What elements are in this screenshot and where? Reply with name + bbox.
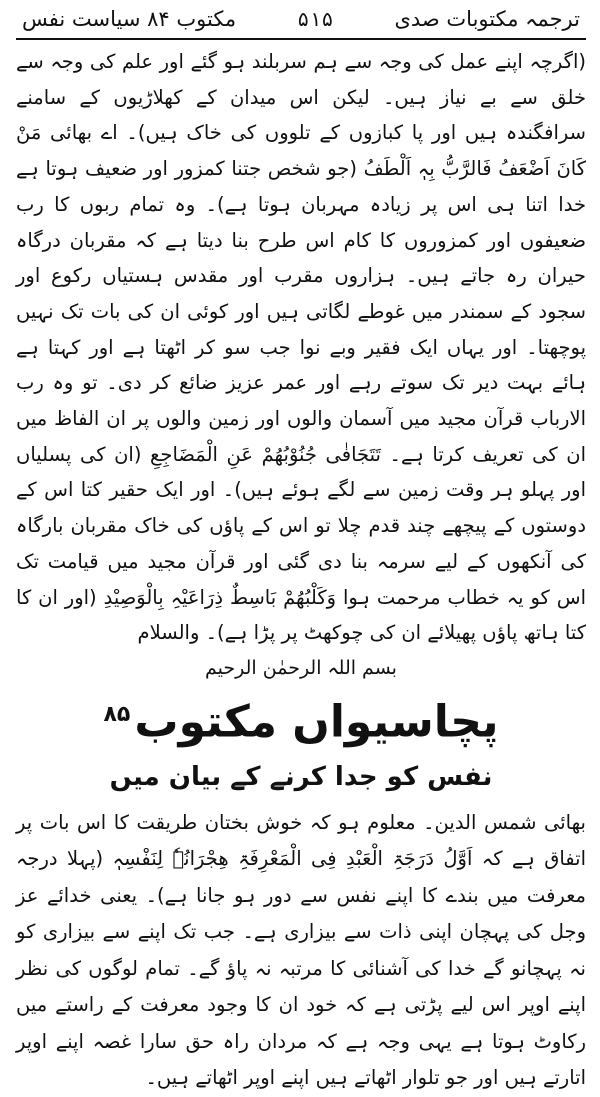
previous-letter-text: (اگرچہ اپنے عمل کی وجہ سے ہم سربلند ہو گئے اور علم کی وجہ سے خلق سے بے نیاز ہیں۔ لیکن اس میدان کے کھلاڑیوں کے سامنے سرافگندہ ہیں اور پا کبازوں کے تلووں کی خاک ہیں)۔ اے بھائی مَنْ کَانَ اَضْعَفُ فَالرَّبُّ بِہٖ اَلْطَفُ (جو شخص جتنا کمزور اور ضعیف ہوتا ہے خدا اتنا ہی اس پر زیادہ مہربان ہوتا ہے)۔ وہ تمام ربوں کا رب ضعیفوں اور کمزوروں کا کام اس طرح بنا دیتا ہے کہ مقربان درگاہ حیران رہ جاتے ہیں۔ ہزاروں مقرب اور مقدس ہستیاں رکوع اور سجود کے سمندر میں غوطے لگاتی ہیں اور کوئی ان کی بات تک نہیں پوچھتا۔ اور یہاں ایک فقیر وبے نوا جب سو کر اٹھتا ہے اور کہتا ہے ہائے بہت دیر تک سوتے رہے اور عمر عزیز ضائع کر دی۔ تو وہ رب الارباب قرآن مجید میں آسمان والوں اور زمین والوں پر ان الفاظ میں ان کی تعریف کرتا ہے۔ تَتَجَافٰی جُنُوْبُھُمْ عَنِ الْمَضَاجِعِ (ان کی پسلیاں اور پہلو ہر وقت زمین سے لگے ہوئے ہیں)۔ اور ایک حقیر کتا اس کے دوستوں کے پیچھے چند قدم چلا تو اس کے پاؤں کی خاک مقربان بارگاہ کی آنکھوں کے لیے سرمہ بنا دی گئی اور قرآن مجید میں قیامت تک اس کو یہ خطاب مرحمت ہوا وَکَلْبُھُمْ بَاسِطٌ ذِرَاعَیْہِ بِالْوَصِیْدِ (اور ان کا کتا ہاتھ پاؤں پھیلائے ان کی چوکھٹ پر پڑا ہے)۔ والسلام xyxy=(16,50,586,645)
letter-subtitle: نفس کو جدا کرنے کے بیان میں xyxy=(109,761,493,792)
basmala: بسم اللہ الرحمٰن الرحیم xyxy=(205,656,397,679)
letter-body-text: بھائی شمس الدین۔ معلوم ہو کہ خوش بختان طریقت کا اس بات پر اتفاق ہے کہ اَوَّلُ دَرَجَۃِ الْعَبْدِ فِی الْمَعْرِفَۃِ ھِجْرَانُہٗ لِنَفْسِہٖ (پہلا درجہ معرفت میں بندے کا اپنے نفس سے دور ہو جانا ہے)۔ یعنی خدائے عز وجل کی پہچان اپنی ذات سے بیزاری ہے۔ جب تک اپنے سے بیزاری کو نہ پہچانو گے خدا کی آشنائی کا مرتبہ نہ پاؤ گے۔ تمام لوگوں کی نظر اپنے اوپر اس لیے پڑتی ہے کہ خود ان کا وجود معرفت کے راستے میں رکاوٹ ہوتا ہے یہی وجہ ہے کہ مردان راہ حق سارا غصہ اپنے اوپر اتارتے ہیں اور جو تلوار اٹھاتے ہیں اپنے اوپر اٹھاتے ہیں۔ xyxy=(16,810,586,1090)
page-header xyxy=(16,0,586,40)
page-number: ۵۱۵ xyxy=(297,7,334,31)
letter-title: پچاسیواں مکتوب xyxy=(134,696,499,748)
book-title: ترجمہ مکتوبات صدی xyxy=(394,7,580,31)
letter-heading xyxy=(16,685,586,753)
chapter-title: مکتوب ۸۴ سیاست نفس xyxy=(22,7,237,31)
letter-number: ۸۵ xyxy=(103,701,131,727)
